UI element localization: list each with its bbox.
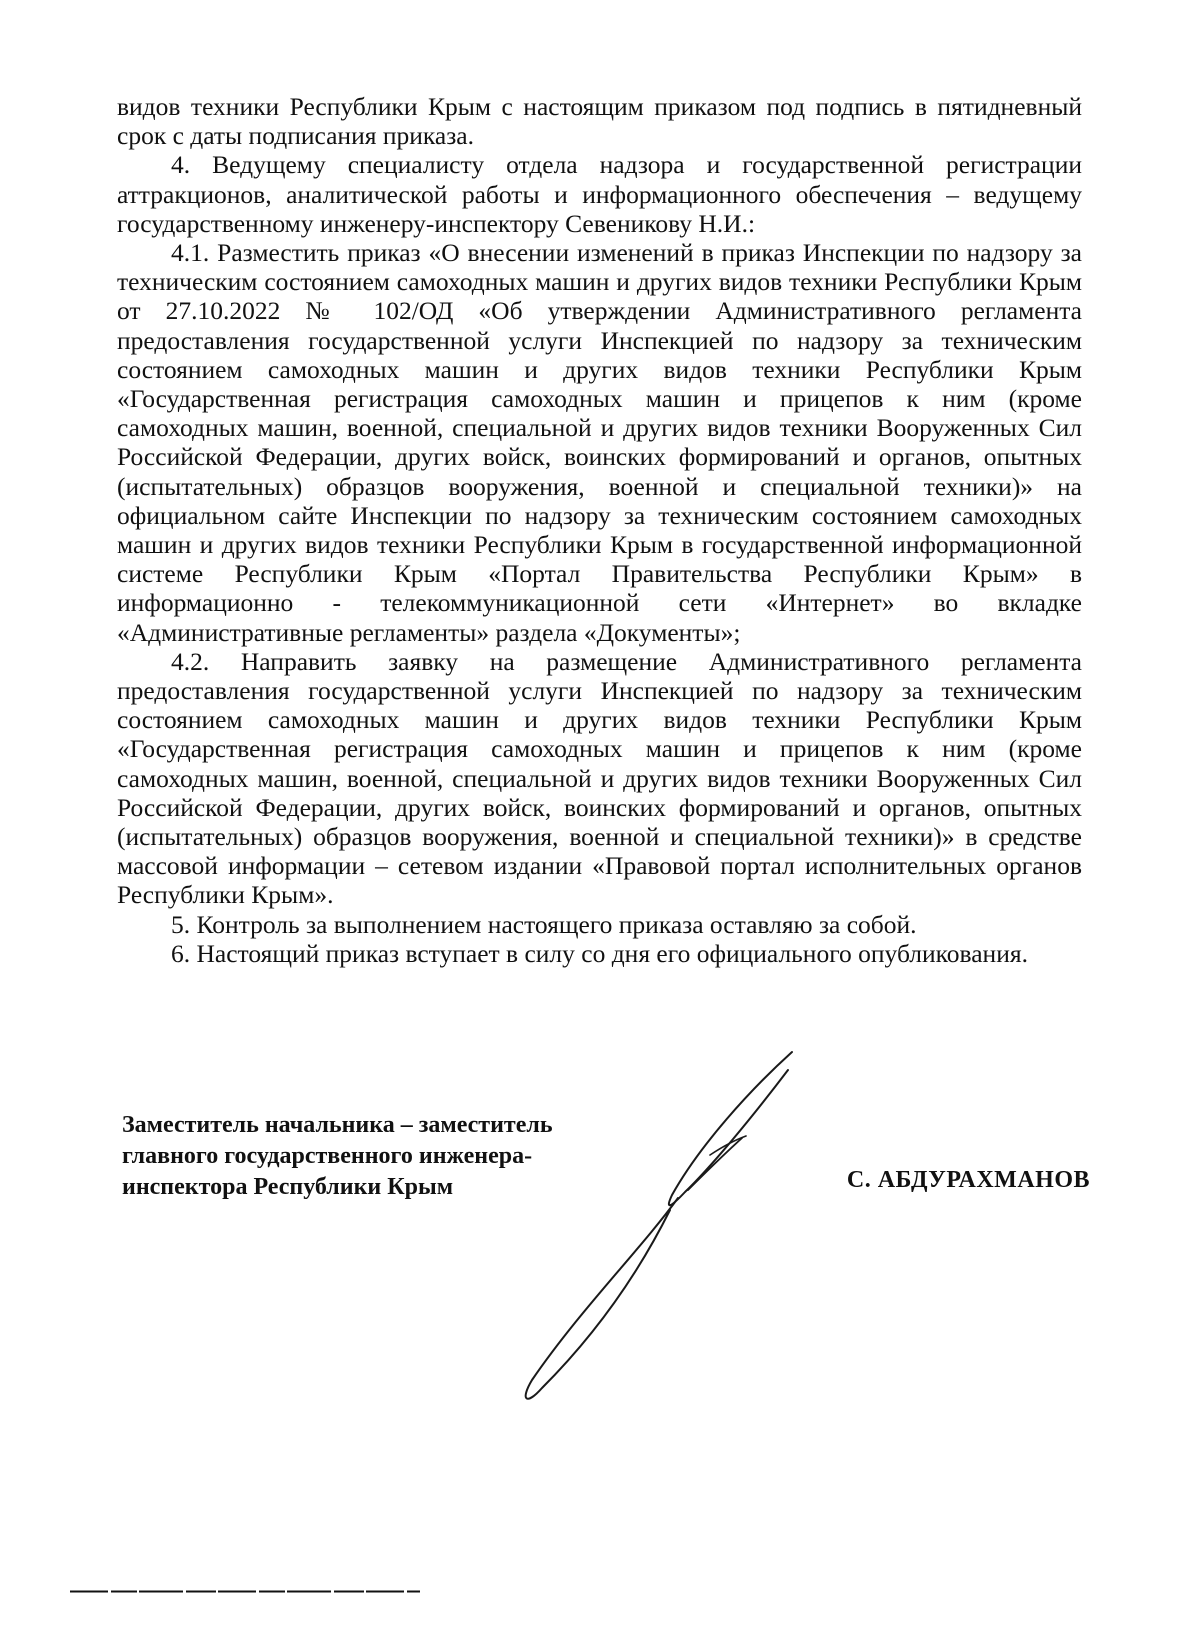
paragraph-continuation: видов техники Республики Крым с настоящим приказом под подпись в пятидневный срок с даты подписания приказа.	[117, 92, 1082, 151]
position-line-2: главного государственного инженера-	[122, 1143, 533, 1169]
paragraph-item-4: 4. Ведущему специалисту отдела надзора и государственной регистрации аттракционов, аналитической работы и информационного обеспечения – ведущему государственному инженеру-инспектору Севеникову Н.И.:	[117, 150, 1082, 238]
position-line-1: Заместитель начальника – заместитель	[122, 1112, 553, 1138]
handwritten-signature	[520, 1050, 840, 1410]
paragraph-item-6: 6. Настоящий приказ вступает в силу со дня его официального опубликования.	[171, 938, 1028, 968]
paragraph-item-4-2: 4.2. Направить заявку на размещение Административного регламента предоставления государственной услуги Инспекцией по надзору за техническим состоянием самоходных машин и других видов техники Республики Крым «Государственная регистрация самоходных машин и прицепов к ним (кроме самоходных машин, военной, специальной и других видов техники Вооруженных Сил Российской Федерации, других войск, воинских формирований и органов, опытных (испытательных) образцов вооружения, военной и специальной техники)» в средстве массовой информации – сетевом издании «Правовой портал исполнительных органов Республики Крым».	[117, 646, 1082, 910]
footnote-rule	[70, 1590, 420, 1593]
signer-name: С. АБДУРАХМАНОВ	[846, 1167, 1090, 1193]
paragraph-item-5: 5. Контроль за выполнением настоящего приказа оставляю за собой.	[171, 909, 917, 939]
document-body	[117, 92, 1082, 968]
position-line-3: инспектора Республики Крым	[122, 1174, 454, 1200]
paragraph-item-4-1: 4.1. Разместить приказ «О внесении изменений в приказ Инспекции по надзору за техническим состоянием самоходных машин и других видов техники Республики Крым от 27.10.2022 № 102/ОД «Об утверждении Административного регламента предоставления государственной услуги Инспекцией по надзору за техническим состоянием самоходных машин и других видов техники Республики Крым «Государственная регистрация самоходных машин и прицепов к ним (кроме самоходных машин, военной, специальной и других видов техники Вооруженных Сил Российской Федерации, других войск, воинских формирований и органов, опытных (испытательных) образцов вооружения, военной и специальной техники)» на официальном сайте Инспекции по надзору за техническим состоянием самоходных машин и других видов техники Республики Крым в государственной информационной системе Республики Крым «Портал Правительства Республики Крым» в информационно - телекоммуникационной сети «Интернет» во вкладке «Административные регламенты» раздела «Документы»;	[117, 238, 1082, 647]
